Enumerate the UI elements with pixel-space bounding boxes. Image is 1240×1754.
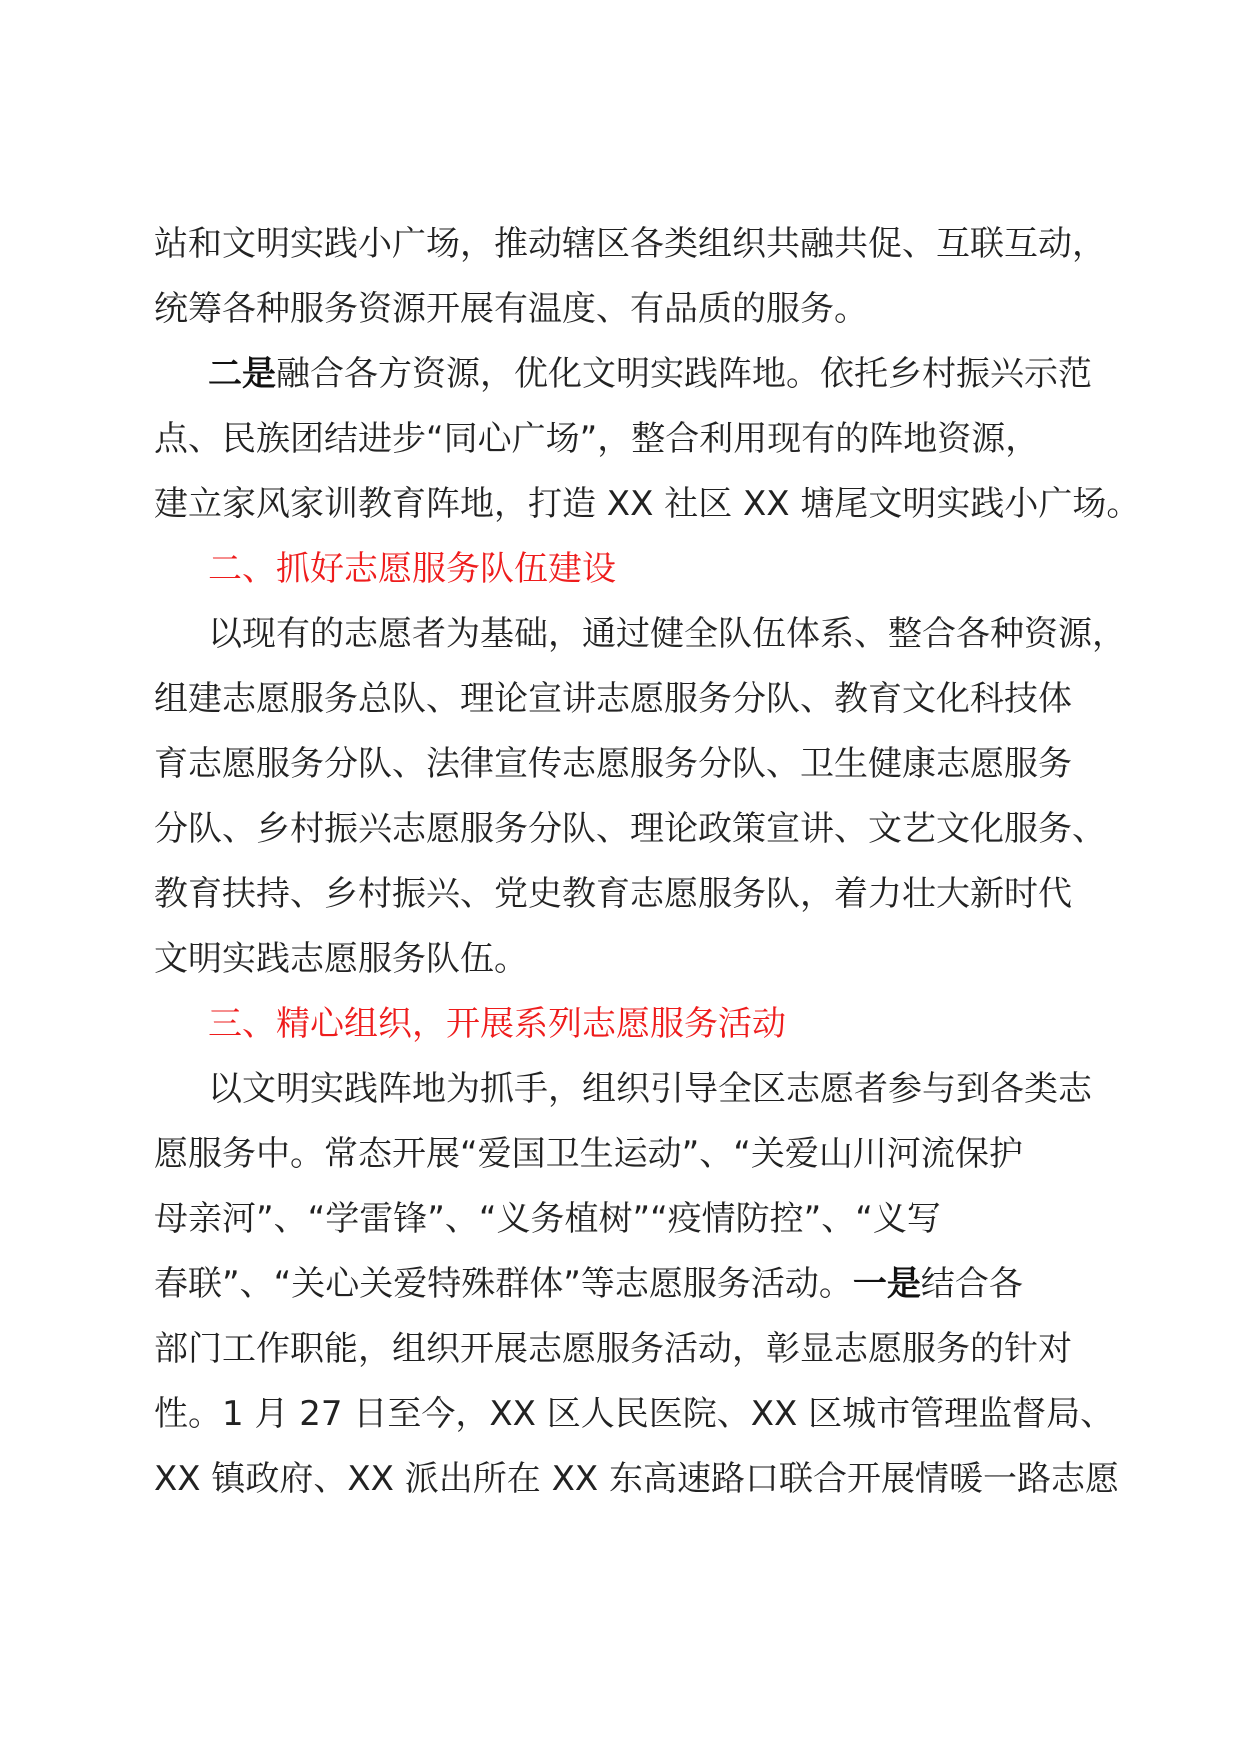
bold-lead-text: 一是 xyxy=(852,1264,921,1304)
line-text: 性。1 月 27 日至今，XX 区人民医院、XX 区城市管理监督局、 xyxy=(154,1394,1115,1434)
line-text: 点、民族团结进步“同心广场”，整合利用现有的阵地资源， xyxy=(154,419,1040,459)
line-text: 二、抓好志愿服务队伍建设 xyxy=(208,549,616,589)
line-text: XX 镇政府、XX 派出所在 XX 东高速路口联合开展情暖一路志愿 xyxy=(154,1459,1119,1499)
text-line xyxy=(154,277,1114,342)
line-text: 以现有的志愿者为基础，通过健全队伍体系、整合各种资源， xyxy=(208,614,1126,654)
text-line xyxy=(154,407,1114,472)
text-line xyxy=(154,342,1114,407)
line-text: 分队、乡村振兴志愿服务分队、理论政策宣讲、文艺文化服务、 xyxy=(154,809,1106,849)
line-text: 组建志愿服务总队、理论宣讲志愿服务分队、教育文化科技体 xyxy=(154,679,1072,719)
line-text: 站和文明实践小广场，推动辖区各类组织共融共促、互联互动， xyxy=(154,224,1106,264)
text-line xyxy=(154,862,1114,927)
section-heading xyxy=(154,992,1114,1057)
text-line xyxy=(154,1187,1114,1252)
line-text: 建立家风家训教育阵地，打造 XX 社区 XX 塘尾文明实践小广场。 xyxy=(154,484,1141,524)
text-line xyxy=(154,1447,1119,1512)
line-text: 三、精心组织，开展系列志愿服务活动 xyxy=(208,1004,786,1044)
line-text: 以文明实践阵地为抓手，组织引导全区志愿者参与到各类志 xyxy=(208,1069,1092,1109)
line-text: 结合各 xyxy=(920,1264,1023,1304)
text-line xyxy=(154,732,1114,797)
text-line xyxy=(154,472,1141,537)
line-text: 愿服务中。常态开展“爱国卫生运动”、“关爱山川河流保护 xyxy=(154,1134,1023,1174)
bold-lead-text: 二是 xyxy=(208,354,276,394)
line-text: 文明实践志愿服务队伍。 xyxy=(154,939,528,979)
section-heading xyxy=(154,537,1114,602)
line-text: 融合各方资源，优化文明实践阵地。依托乡村振兴示范 xyxy=(276,354,1092,394)
line-text: 部门工作职能，组织开展志愿服务活动，彰显志愿服务的针对 xyxy=(154,1329,1072,1369)
line-text: 母亲河”、“学雷锋”、“义务植树”“疫情防控”、“义写 xyxy=(154,1199,941,1239)
line-text: 统筹各种服务资源开展有温度、有品质的服务。 xyxy=(154,289,868,329)
text-line xyxy=(154,1317,1114,1382)
line-text: 育志愿服务分队、法律宣传志愿服务分队、卫生健康志愿服务 xyxy=(154,744,1072,784)
text-line xyxy=(154,797,1114,862)
text-line xyxy=(154,667,1114,732)
text-line xyxy=(154,1252,1114,1317)
document-body xyxy=(154,212,1141,1512)
text-line xyxy=(154,927,1114,992)
text-line xyxy=(154,1382,1114,1447)
text-line xyxy=(154,602,1126,667)
text-line xyxy=(154,212,1114,277)
text-line xyxy=(154,1057,1114,1122)
line-text: 教育扶持、乡村振兴、党史教育志愿服务队，着力壮大新时代 xyxy=(154,874,1072,914)
line-text: 春联”、“关心关爱特殊群体”等志愿服务活动。 xyxy=(154,1264,853,1304)
text-line xyxy=(154,1122,1114,1187)
